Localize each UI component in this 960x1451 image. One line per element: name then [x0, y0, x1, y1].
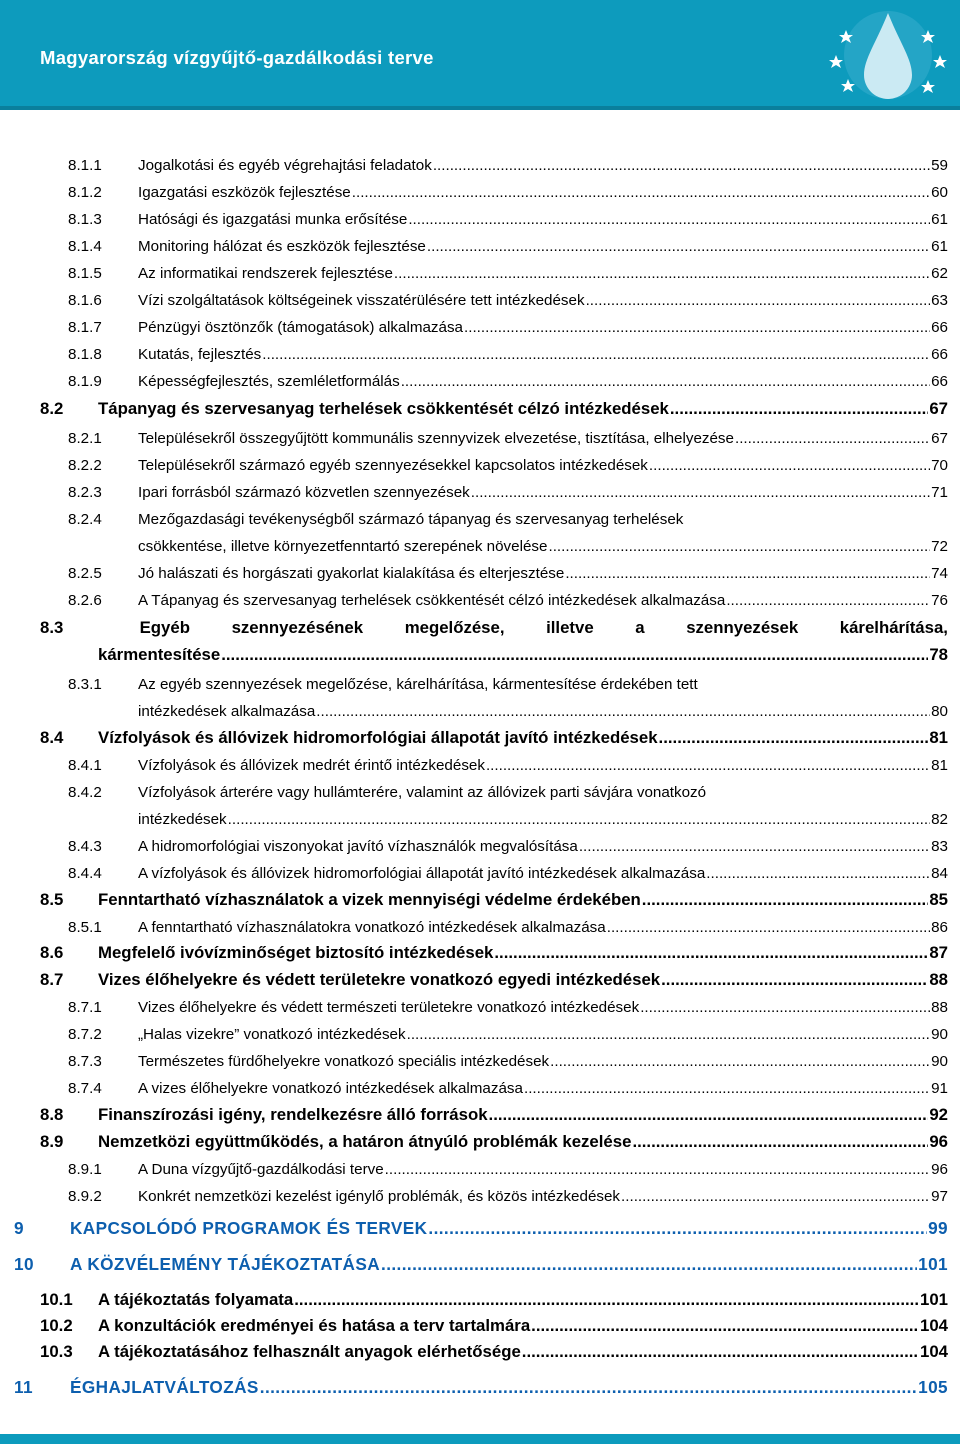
toc-page: 101 [920, 1290, 948, 1309]
toc-leader [550, 1053, 930, 1070]
toc-number: 8.7 [40, 970, 64, 989]
document-title: Magyarország vízgyűjtő-gazdálkodási terve [40, 47, 434, 68]
toc-entry[interactable] [68, 292, 948, 309]
toc-number: 8.1.8 [68, 346, 102, 363]
toc-entry[interactable] [68, 457, 948, 474]
toc-entry[interactable] [68, 838, 948, 855]
toc-title-word: Egyéb [139, 618, 190, 637]
toc-page: 61 [931, 211, 948, 228]
toc-entry[interactable] [68, 999, 948, 1016]
toc-entry[interactable] [68, 865, 948, 882]
toc-leader [735, 430, 930, 447]
toc-title: „Halas vizekre” vonatkozó intézkedések [138, 1026, 406, 1043]
toc-page: 105 [918, 1377, 948, 1397]
toc-page: 74 [931, 565, 948, 582]
toc-number: 8.2.5 [68, 565, 102, 582]
toc-leader [726, 592, 930, 609]
toc-page: 104 [920, 1316, 948, 1335]
toc-number: 8.4.1 [68, 757, 102, 774]
toc-leader [659, 728, 929, 748]
toc-page: 66 [931, 346, 948, 363]
toc-title: Természetes fürdőhelyekre vonatkozó speciális intézkedések [138, 1053, 550, 1070]
toc-title-word: szennyezések [686, 618, 799, 637]
toc-title: Ipari forrásból származó közvetlen szennyezések [138, 484, 470, 501]
toc-title: A konzultációk eredményei és hatása a terv tartalmára [98, 1316, 531, 1335]
toc-number: 8.2.2 [68, 457, 102, 474]
toc-title: Vízi szolgáltatások költségeinek visszatérülésére tett intézkedések [138, 292, 585, 309]
toc-leader [494, 943, 928, 963]
toc-title: ÉGHAJLATVÁLTOZÁS [70, 1377, 259, 1397]
toc-page: 90 [931, 1026, 948, 1043]
toc-number: 8.1.2 [68, 184, 102, 201]
toc-page: 88 [929, 970, 948, 989]
toc-leader [649, 457, 930, 474]
toc-page: 88 [931, 999, 948, 1016]
toc-title: Hatósági és igazgatási munka erősítése [138, 211, 408, 228]
toc-entry[interactable] [68, 757, 948, 774]
toc-entry-section[interactable] [40, 890, 948, 910]
toc-page: 96 [931, 1161, 948, 1178]
toc-leader [260, 1377, 917, 1398]
toc-title-line1: Vízfolyások árterére vagy hullámterére, valamint az állóvizek parti sávjára vonatkozó [138, 784, 707, 801]
toc-title: Településekről összegyűjtött kommunális szennyvizek elvezetése, tisztítása, elhelyezése [138, 430, 734, 447]
toc-leader [381, 1254, 917, 1275]
toc-leader [661, 970, 928, 990]
toc-number: 8.8 [40, 1105, 64, 1124]
toc-page: 83 [931, 838, 948, 855]
toc-page: 99 [928, 1218, 948, 1238]
toc-entry[interactable] [68, 184, 948, 201]
toc-title: A fenntartható vízhasználatokra vonatkozó intézkedések alkalmazása [138, 919, 606, 936]
toc-title-word: a [635, 618, 645, 637]
toc-title: Vízfolyások és állóvizek medrét érintő intézkedések [138, 757, 485, 774]
toc-entry-multiline[interactable] [68, 784, 706, 801]
toc-leader [706, 865, 930, 882]
toc-entry[interactable] [68, 430, 948, 447]
toc-title: intézkedések alkalmazása [138, 703, 316, 720]
toc-entry[interactable] [68, 157, 948, 174]
toc-number: 8.6 [40, 943, 64, 962]
toc-entry-section[interactable] [40, 1290, 948, 1310]
toc-leader [428, 1218, 927, 1239]
toc-title: KAPCSOLÓDÓ PROGRAMOK ÉS TERVEK [70, 1218, 428, 1238]
toc-title-word: megelőzése, [404, 618, 505, 637]
toc-number: 8.7.2 [68, 1026, 102, 1043]
toc-page: 101 [918, 1254, 948, 1274]
toc-entry-multiline[interactable] [68, 511, 683, 528]
toc-title: Megfelelő ivóvízminőséget biztosító intézkedések [98, 943, 494, 962]
toc-leader [228, 811, 930, 828]
toc-page: 97 [931, 1188, 948, 1205]
toc-page: 92 [929, 1105, 948, 1124]
toc-leader [433, 157, 930, 174]
toc-leader [621, 1188, 930, 1205]
toc-title: A hidromorfológiai viszonyokat javító vízhasználók megvalósítása [138, 838, 578, 855]
toc-entry[interactable] [68, 1188, 948, 1205]
toc-number: 10 [14, 1254, 34, 1274]
toc-leader [522, 1342, 919, 1362]
toc-number: 8.1.7 [68, 319, 102, 336]
toc-page: 67 [931, 430, 948, 447]
toc-entry-continuation[interactable] [138, 538, 948, 555]
toc-number: 8.1.1 [68, 157, 102, 174]
toc-page: 63 [931, 292, 948, 309]
toc-number: 10.1 [40, 1290, 73, 1309]
toc-entry[interactable] [68, 211, 948, 228]
toc-title: Pénzügyi ösztönzők (támogatások) alkalmazása [138, 319, 464, 336]
toc-page: 70 [931, 457, 948, 474]
toc-leader [607, 919, 930, 936]
toc-number: 8.4 [40, 728, 64, 747]
toc-page: 104 [920, 1342, 948, 1361]
toc-number: 8.5.1 [68, 919, 102, 936]
toc-number: 9 [14, 1218, 24, 1238]
toc-title-word: illetve [546, 618, 594, 637]
toc-page: 60 [931, 184, 948, 201]
toc-number: 8.1.5 [68, 265, 102, 282]
toc-leader [524, 1080, 930, 1097]
toc-title: Fenntartható vízhasználatok a vizek mennyiségi védelme érdekében [98, 890, 641, 909]
toc-leader [407, 1026, 931, 1043]
toc-number: 8.2 [40, 399, 64, 418]
toc-title: A Duna vízgyűjtő-gazdálkodási terve [138, 1161, 384, 1178]
toc-title: Kutatás, fejlesztés [138, 346, 262, 363]
toc-entry[interactable] [68, 484, 948, 501]
toc-title: kármentesítése [98, 645, 221, 664]
toc-entry-chapter[interactable] [14, 1218, 948, 1239]
toc-number: 8.3 [40, 618, 64, 637]
toc-entry[interactable] [68, 1161, 948, 1178]
toc-page: 84 [931, 865, 948, 882]
toc-leader [579, 838, 930, 855]
toc-entry-chapter[interactable] [14, 1377, 948, 1398]
toc-leader [427, 238, 930, 255]
toc-entry-section-multiline[interactable] [40, 618, 948, 638]
toc-title: A Tápanyag és szervesanyag terhelések csökkentését célzó intézkedések alkalmazása [138, 592, 726, 609]
toc-entry-section[interactable] [40, 970, 948, 990]
toc-number: 8.7.1 [68, 999, 102, 1016]
toc-entry[interactable] [68, 373, 948, 390]
toc-number: 11 [14, 1377, 33, 1397]
toc-leader [642, 890, 929, 910]
toc-number: 8.1.9 [68, 373, 102, 390]
toc-page: 80 [931, 703, 948, 720]
toc-title: csökkentése, illetve környezetfenntartó szerepének növelése [138, 538, 548, 555]
toc-page: 81 [931, 757, 948, 774]
toc-page: 78 [929, 645, 948, 664]
toc-number: 8.9 [40, 1132, 64, 1151]
toc-title: Konkrét nemzetközi kezelést igénylő problémák, és közös intézkedések [138, 1188, 621, 1205]
toc-entry-section[interactable] [40, 1316, 948, 1336]
toc-entry-continuation[interactable] [138, 703, 948, 720]
toc-leader [464, 319, 930, 336]
toc-entry[interactable] [68, 346, 948, 363]
toc-title: Monitoring hálózat és eszközök fejlesztése [138, 238, 426, 255]
toc-number: 8.9.2 [68, 1188, 102, 1205]
toc-entry-section[interactable] [40, 1342, 948, 1362]
toc-leader [640, 999, 930, 1016]
toc-entry[interactable] [68, 592, 948, 609]
toc-title: A vizes élőhelyekre vonatkozó intézkedések alkalmazása [138, 1080, 523, 1097]
toc-leader [262, 346, 930, 363]
toc-title: Tápanyag és szervesanyag terhelések csökkentését célzó intézkedések [98, 399, 669, 418]
toc-leader [385, 1161, 930, 1178]
toc-page: 67 [929, 399, 948, 418]
toc-entry[interactable] [68, 1080, 948, 1097]
toc-title: Az informatikai rendszerek fejlesztése [138, 265, 393, 282]
toc-number: 8.1.4 [68, 238, 102, 255]
toc-leader [586, 292, 931, 309]
toc-title-line1: Mezőgazdasági tevékenységből származó tápanyag és szervesanyag terhelések [138, 511, 684, 528]
toc-entry-section[interactable] [40, 728, 948, 748]
toc-leader [408, 211, 930, 228]
toc-number: 8.4.3 [68, 838, 102, 855]
toc-title: Jogalkotási és egyéb végrehajtási feladatok [138, 157, 432, 174]
toc-entry-section[interactable] [40, 943, 948, 963]
toc-title: A tájékoztatásához felhasznált anyagok elérhetősége [98, 1342, 521, 1361]
toc-title: Jó halászati és horgászati gyakorlat kialakítása és elterjesztése [138, 565, 565, 582]
toc-title: Vizes élőhelyekre és védett természeti területekre vonatkozó intézkedések [138, 999, 640, 1016]
toc-entry-multiline[interactable] [68, 676, 698, 693]
toc-number: 8.2.6 [68, 592, 102, 609]
toc-page: 71 [931, 484, 948, 501]
toc-number: 8.7.4 [68, 1080, 102, 1097]
toc-leader [548, 538, 930, 555]
toc-leader [471, 484, 930, 501]
toc-number: 8.1.3 [68, 211, 102, 228]
toc-page: 90 [931, 1053, 948, 1070]
toc-leader [352, 184, 930, 201]
toc-entry[interactable] [68, 919, 948, 936]
toc-page: 86 [931, 919, 948, 936]
toc-page: 72 [931, 538, 948, 555]
toc-entry[interactable] [68, 238, 948, 255]
toc-entry-chapter[interactable] [14, 1254, 948, 1275]
toc-title-line1: Az egyéb szennyezések megelőzése, kárelhárítása, kármentesítése érdekében tett [138, 676, 698, 693]
toc-entry[interactable] [68, 1053, 948, 1070]
toc-entry[interactable] [68, 319, 948, 336]
toc-page: 62 [931, 265, 948, 282]
toc-title: A tájékoztatás folyamata [98, 1290, 294, 1309]
toc-title: Nemzetközi együttműködés, a határon átnyúló problémák kezelése [98, 1132, 632, 1151]
toc-page: 66 [931, 319, 948, 336]
toc-leader [316, 703, 930, 720]
toc-entry[interactable] [68, 565, 948, 582]
toc-leader [401, 373, 930, 390]
toc-number: 8.4.2 [68, 784, 102, 801]
toc-title-word: szennyezésének [231, 618, 364, 637]
toc-number: 8.2.4 [68, 511, 102, 528]
toc-page: 82 [931, 811, 948, 828]
toc-entry-section[interactable] [40, 1132, 948, 1152]
toc-number: 8.2.1 [68, 430, 102, 447]
toc-page: 59 [931, 157, 948, 174]
toc-title: Finanszírozási igény, rendelkezésre álló források [98, 1105, 488, 1124]
toc-leader [489, 1105, 929, 1125]
toc-leader [632, 1132, 928, 1152]
toc-leader [221, 645, 928, 665]
toc-number: 8.7.3 [68, 1053, 102, 1070]
toc-page: 76 [931, 592, 948, 609]
toc-title: A KÖZVÉLEMÉNY TÁJÉKOZTATÁSA [70, 1254, 381, 1274]
toc-number: 8.2.3 [68, 484, 102, 501]
toc-page: 96 [929, 1132, 948, 1151]
toc-page: 87 [929, 943, 948, 962]
toc-entry-continuation[interactable] [98, 645, 948, 665]
toc-leader [394, 265, 930, 282]
toc-title: Képességfejlesztés, szemléletformálás [138, 373, 400, 390]
toc-leader [565, 565, 930, 582]
toc-entry-section[interactable] [40, 1105, 948, 1125]
toc-number: 8.9.1 [68, 1161, 102, 1178]
toc-number: 8.1.6 [68, 292, 102, 309]
toc-leader [531, 1316, 919, 1336]
toc-title-word: kárelhárítása, [839, 618, 948, 637]
toc-entry[interactable] [68, 265, 948, 282]
toc-number: 10.2 [40, 1316, 73, 1335]
toc-leader [670, 399, 928, 419]
toc-number: 8.4.4 [68, 865, 102, 882]
toc-page: 91 [931, 1080, 948, 1097]
toc-title: A vízfolyások és állóvizek hidromorfológiai állapotát javító intézkedések alkalmazása [138, 865, 706, 882]
toc-entry[interactable] [68, 1026, 948, 1043]
toc-entry-section[interactable] [40, 399, 948, 419]
toc-title: Vizes élőhelyekre és védett területekre vonatkozó egyedi intézkedések [98, 970, 661, 989]
footer-bar [0, 1434, 960, 1444]
toc-page: 66 [931, 373, 948, 390]
toc-page: 85 [929, 890, 948, 909]
toc-leader [294, 1290, 919, 1310]
toc-page: 81 [929, 728, 948, 747]
toc-leader [486, 757, 930, 774]
toc-title: Településekről származó egyéb szennyezésekkel kapcsolatos intézkedések [138, 457, 648, 474]
toc-number: 8.3.1 [68, 676, 102, 693]
toc-page: 61 [931, 238, 948, 255]
toc-number: 8.5 [40, 890, 64, 909]
toc-title: intézkedések [138, 811, 227, 828]
toc-number: 10.3 [40, 1342, 73, 1361]
toc-title: Vízfolyások és állóvizek hidromorfológiai állapotát javító intézkedések [98, 728, 658, 747]
toc-entry-continuation[interactable] [138, 811, 948, 828]
toc-title: Igazgatási eszközök fejlesztése [138, 184, 351, 201]
